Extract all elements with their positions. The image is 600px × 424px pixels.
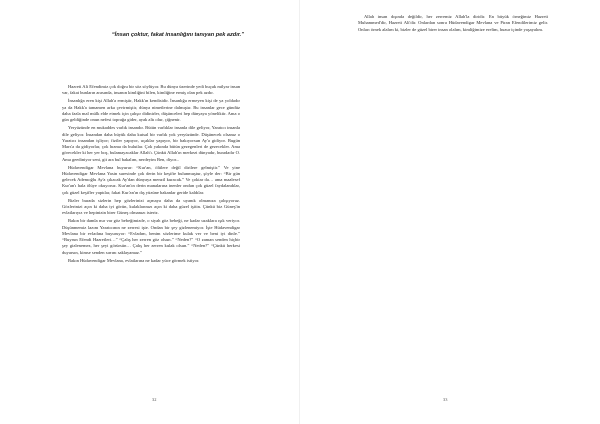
page-number-right: 33: [443, 397, 448, 402]
right-page: [300, 0, 600, 424]
paragraph: Hüdavendigar Mevlana buyurur: “Kur'an, ölülere değil dirilere gelmiştir.” Ve yine Hüdavendigar Mevlana Yasin suresinde çok derin bir keşifte bulunmuştur, şöyle der: “Bir gün gelecek Ademoğlu Ay'a çıkacak Ay'dan dünyaya menzil kuracak.” Ve çokiar da… ama maalesef Kur'an'ı hala ölüye okuyoruz. Kur'an'ın derin manalarına inenler ondan çok güzel faydalandılar, çok güzel keşifler yaptılar, fakat Kur'an'ın dış yüzüne bakanlar geride kaldılar.: [62, 164, 240, 195]
epigraph-quote: “İnsan çoktur, fakat insanlığını tanıyan pek azdır.”: [111, 32, 244, 38]
left-body-text: [62, 84, 240, 266]
paragraph: Bakın Hüdavendigar Mevlana, evlatlarına ne kadar yüce görmek istiyor.: [68, 257, 200, 263]
paragraph: Hazreti Ali Efendimiz çok doğru bir söz söylüyor. Bu dünya üzerinde yedi buçuk milyar insan var, fakat bunların arasında, insanın kimliğini bilen, kimliğine ermiş olan pek azdır.: [62, 84, 240, 96]
paragraph: Allah insan dışında değildir, her zerremiz Allah'la diridir. En büyük örneğimiz Hazreti Muhammed'dir, Hazreti Ali'dir. Onlardan sonra Hüdavendigar Mevlana ve Piran Efendilerimiz gelir. Onları örnek alalım ki, bizler de güzel birer insan olalım, kimliğimize erelim, huzur içinde yaşayalım.: [358, 14, 548, 32]
paragraph: Bakın bir damla nur var göz bebeğimizde, o siyah göz bebeği, ne kadar uzaklara ışık veriyor. Düşünmemiz lazım Yaratıcının ne zerresi işte. Ondan bir şey gizlenemiyor. İşte Hüdavendigar Mevlana bir evladına buyuruyor: “Evladım, benim sözlerime kulak ver ve beni iyi dinle.” “Buyrun Efendi Hazretleri…” “Çalış her zerren göz olsun.” “Neden?” “O zaman senden hiçbir şey gizlenemez, her şeyi görürsün… Çalış her zerren kulak olsun.” “Neden?” “Çünkü herkesi duyarsın, kimse senden sırrını saklayamaz.”: [62, 218, 240, 255]
right-body-text: [358, 14, 548, 35]
page-number-left: 32: [152, 397, 157, 402]
paragraph: İnsanlığa eren kişi Allah'a ermiştir, Hakk'ın kendisidir. İnsanlığa ermeyen kişi de ya yoldadır ya da Hakk'a tamamen arka çevirmiştir, dünya nimetlerine dalmıştır. Bu insanlar gece gündüz daha fazla mal mülk elde etmek için çalışır didinirler, düşünceleri hep dünyaya yöneliktir. Ama o gün geldiğinde onun nefesi toprağa gider, ayak altı olur, çiğnenir.: [62, 98, 240, 123]
paragraph: Bizler burada sizlerin hep gözlerinizi açmaya daha da uyanık olmanıza çalışıyoruz. Gözlerinizi açın ki daha iyi görün, kulaklarınızı açın ki daha güzel işitin. Çünkü biz Güneş'in evlatlarıyız ve hepinizin birer Güneş olmanızı isteriz.: [62, 197, 240, 216]
paragraph: Yeryüzünde en mukaddes varlık insandır. Bütün varlıklar insanla dile geliyor, Yaratıcı insanla dile geliyor. İnsandan daha büyük daha kutsal bir varlık yok yeryüzünde. Düşünecek olsanız o Yaratıcı insandan işliyor; fiziler yapıyor, uçaklar yapıyor, bir bakıyorsun Ay'a gidiyor. Bugün Mars'a da gidiyorlar, çok hızma da bulutlar. Çok yakında bütün gezegenleri de gezecekler. Ama görecekler ki her yer boş, bulamayacaklar Allah'ı. Çünkü Allah'ın merkezi dünyadır, buradadır O. Ama geediniyor seni, git ara bul bakalım, nerdeyim Ben, diyor...: [62, 125, 240, 162]
